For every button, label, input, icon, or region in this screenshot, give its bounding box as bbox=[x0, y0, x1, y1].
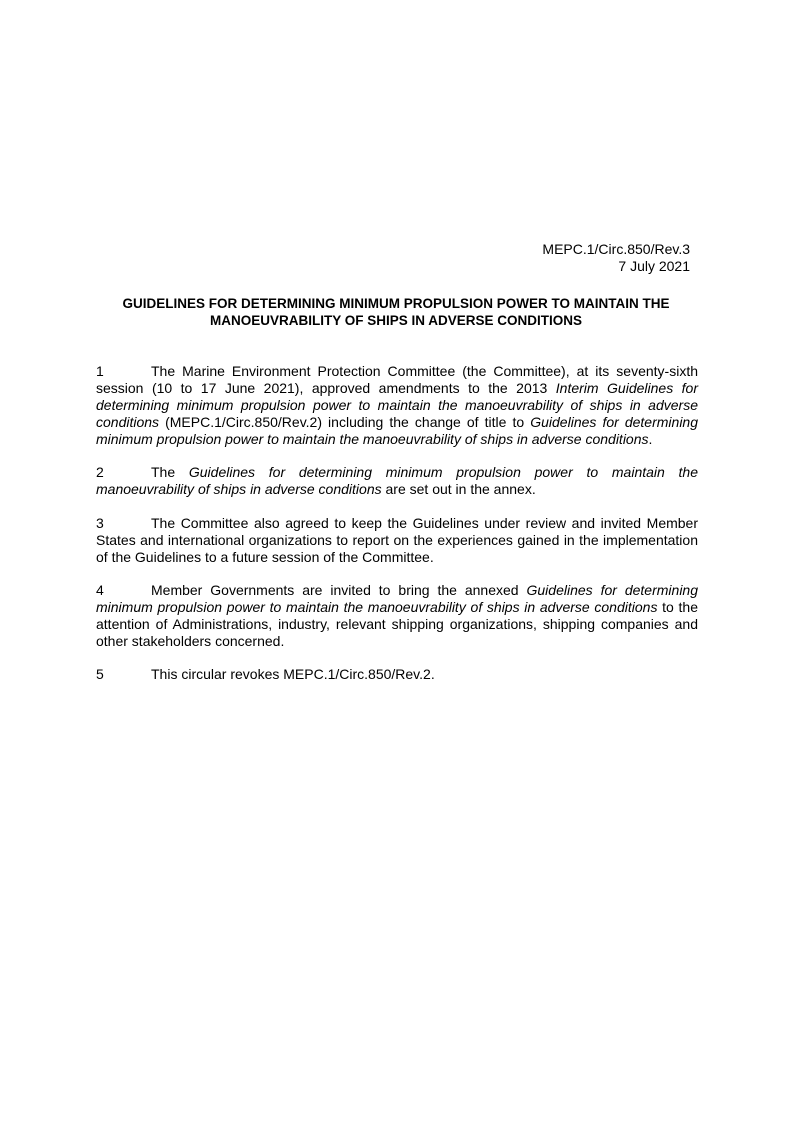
document-title bbox=[90, 295, 702, 329]
paragraph-text: (MEPC.1/Circ.850/Rev.2) including the change of title to bbox=[159, 414, 531, 430]
title-line-1: GUIDELINES FOR DETERMINING MINIMUM PROPULSION POWER TO MAINTAIN THE bbox=[122, 296, 670, 311]
paragraph-text: . bbox=[648, 431, 653, 447]
document-reference bbox=[542, 241, 690, 275]
paragraph-number: 5 bbox=[96, 666, 104, 682]
paragraph-text: Member Governments are invited to bring the annexed bbox=[151, 582, 527, 598]
paragraph-text: to the attention of Administrations, industry, relevant shipping organizations, shipping companies and other stakeholders concerned. bbox=[96, 599, 698, 649]
paragraph-text: are set out in the annex. bbox=[381, 481, 536, 497]
paragraph-italic-text: Guidelines for determining minimum propulsion power to maintain the manoeuvrability of ships in adverse conditions bbox=[96, 582, 698, 615]
paragraph-italic-text: Guidelines for determining minimum propulsion power to maintain the manoeuvrability of ships in adverse conditions bbox=[96, 414, 698, 447]
title-line-2: MANOEUVRABILITY OF SHIPS IN ADVERSE CONDITIONS bbox=[209, 313, 583, 328]
paragraph-italic-text: Guidelines for determining minimum propulsion power to maintain the manoeuvrability of ships in adverse conditions bbox=[96, 464, 699, 497]
paragraph-italic-text: Interim Guidelines for determining minimum propulsion power to maintain the manoeuvrability of ships in adverse conditions bbox=[96, 380, 698, 430]
document-date: 7 July 2021 bbox=[618, 258, 690, 274]
paragraph-4 bbox=[96, 582, 698, 650]
paragraph-1 bbox=[96, 363, 698, 448]
paragraph-text: The Committee also agreed to keep the Guidelines under review and invited Member States and international organizations to report on the experiences gained in the implementation of the Guidelines to a future session of the Committee. bbox=[96, 515, 698, 565]
paragraph-2 bbox=[96, 464, 698, 498]
paragraph-5 bbox=[96, 666, 698, 683]
paragraph-number: 1 bbox=[96, 363, 104, 379]
paragraph-number: 3 bbox=[96, 515, 104, 531]
document-symbol: MEPC.1/Circ.850/Rev.3 bbox=[542, 241, 690, 257]
paragraph-number: 2 bbox=[96, 464, 104, 480]
paragraph-text: This circular revokes MEPC.1/Circ.850/Rev.2. bbox=[151, 666, 435, 682]
paragraph-number: 4 bbox=[96, 582, 104, 598]
paragraph-text: The Marine Environment Protection Committee (the Committee), at its seventy-sixth session (10 to 17 June 2021), approved amendments to the 2013 bbox=[96, 363, 698, 396]
paragraph-3 bbox=[96, 515, 698, 566]
paragraph-text: The bbox=[151, 464, 189, 480]
